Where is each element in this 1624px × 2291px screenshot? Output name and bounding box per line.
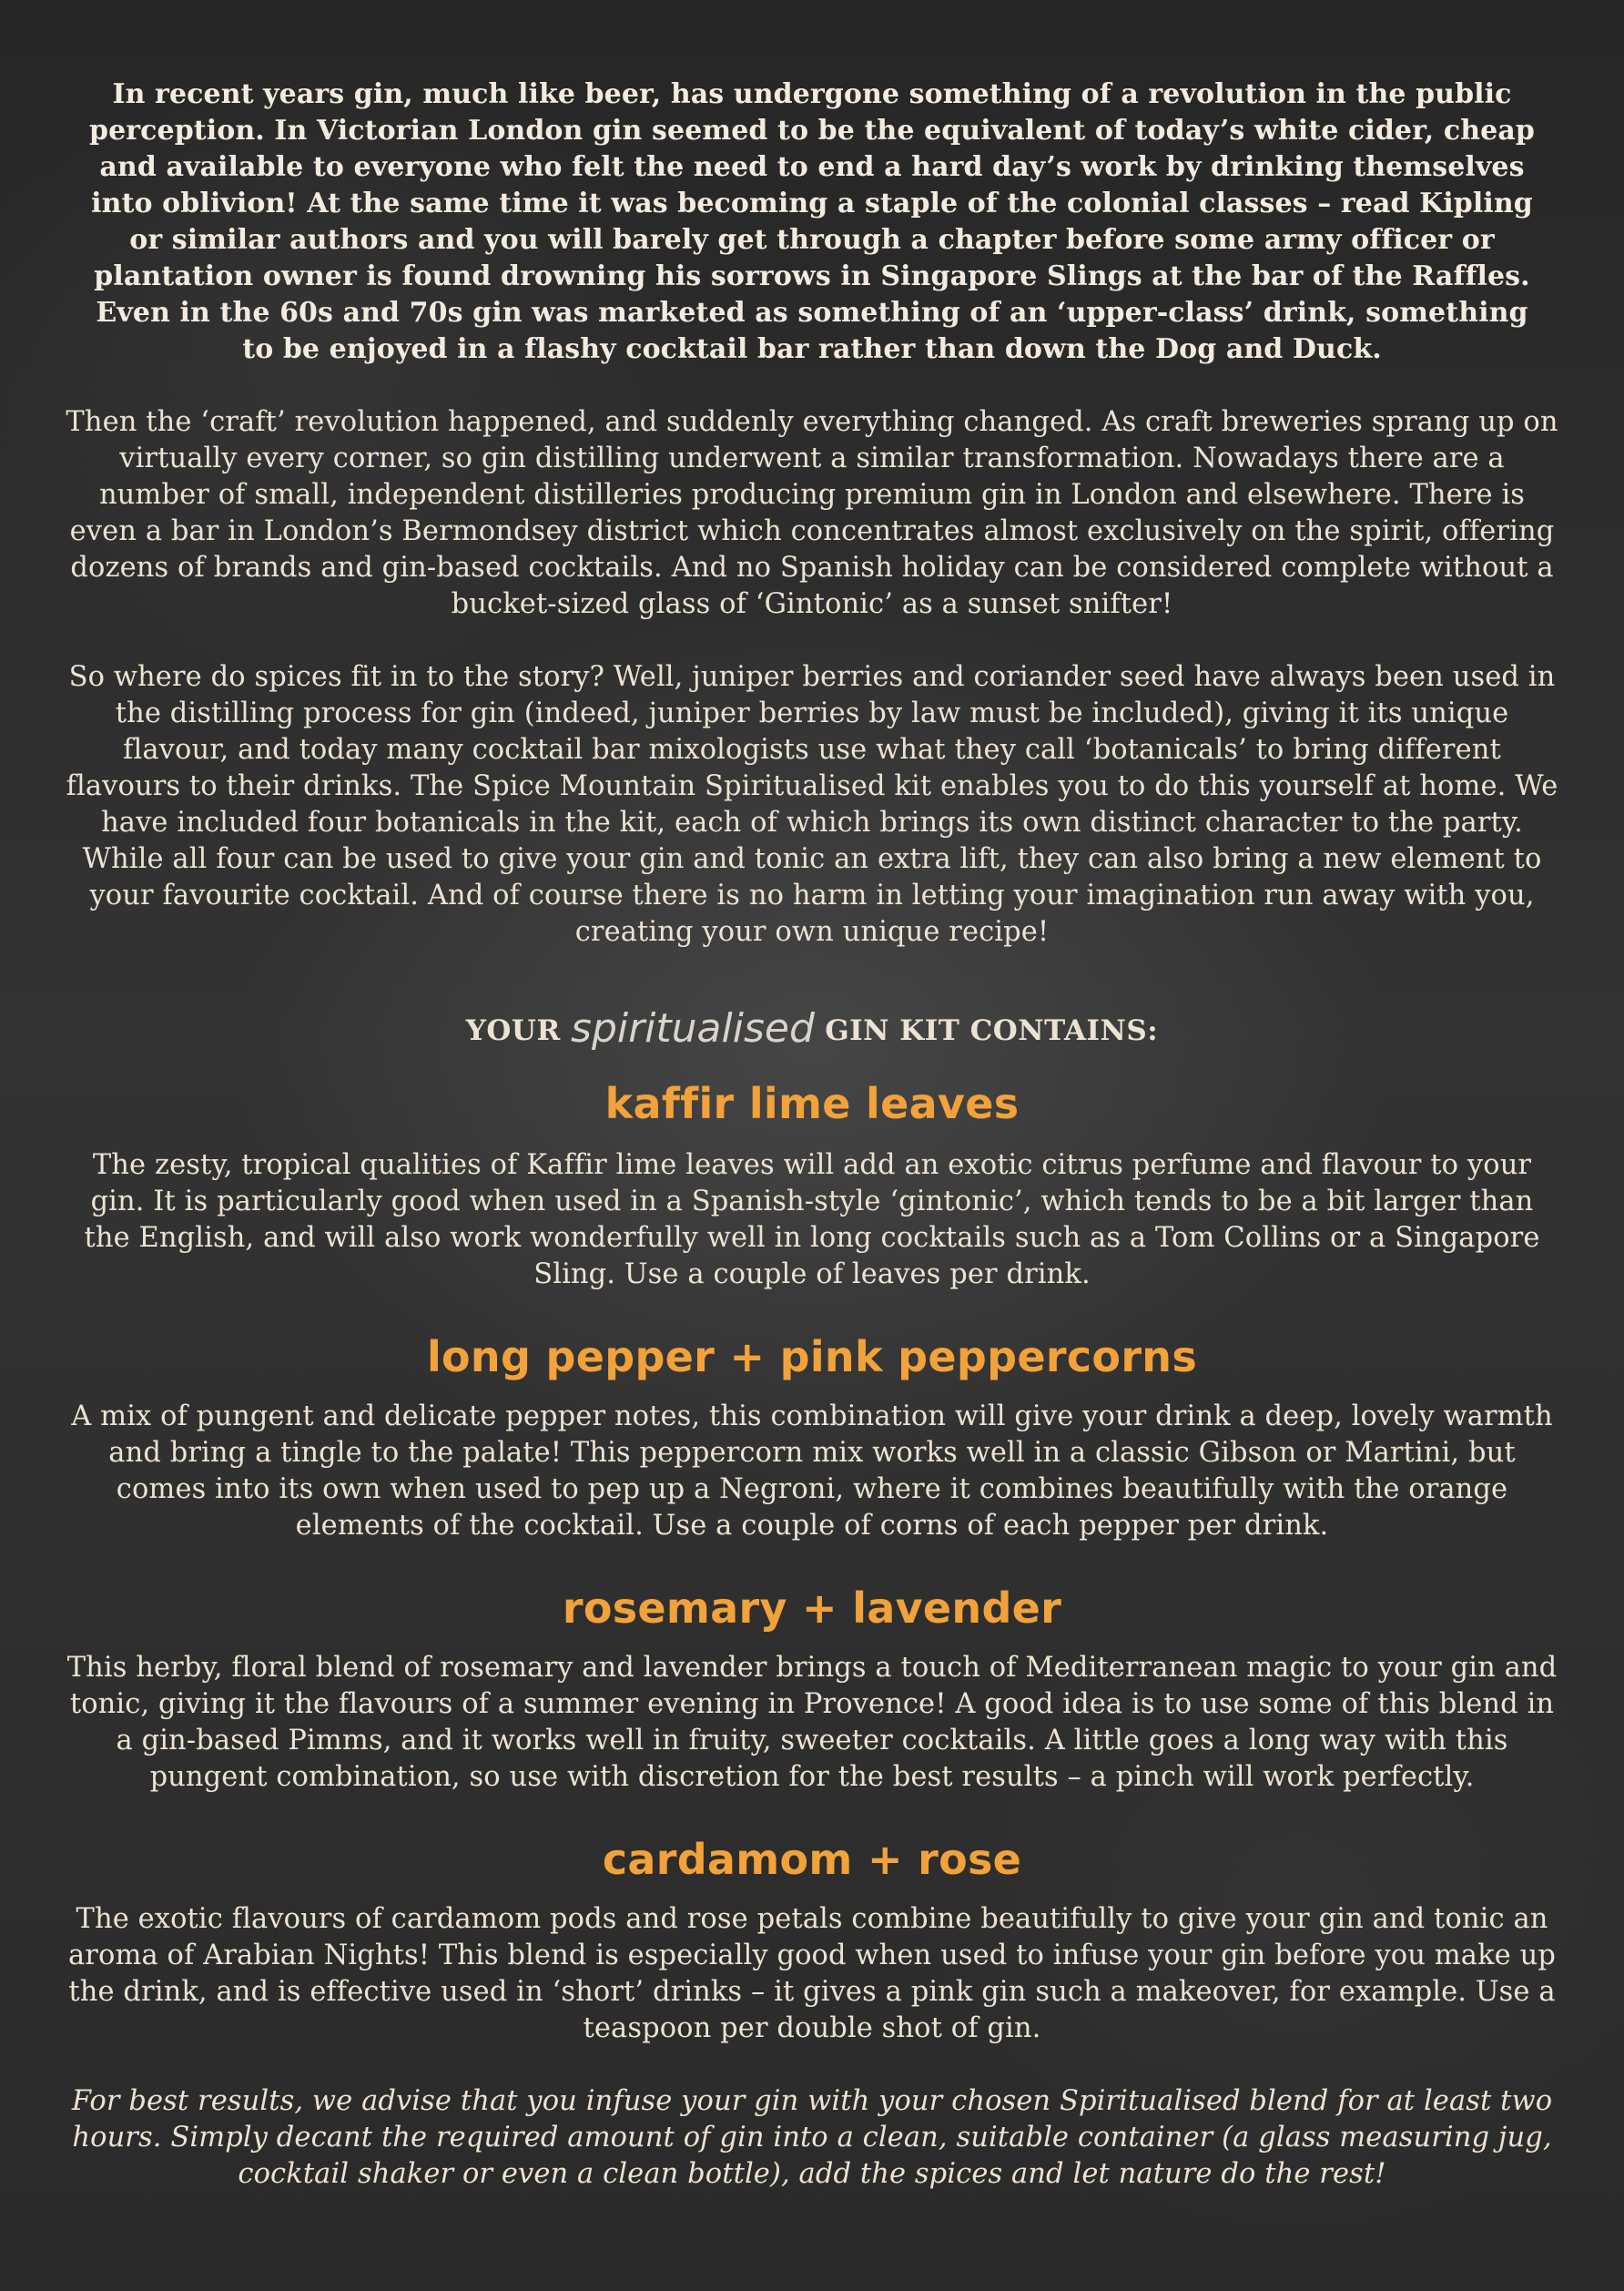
- craft-revolution-paragraph: Then the ‘craft’ revolution happened, and suddenly everything changed. As craft breweries sprang up on virtually every corner, so gin distilling underwent a similar transformation. Nowadays there are a number of small, independent distilleries producing premium gin in London and elsewhere. There is even a bar in London’s Bermondsey district which concentrates almost exclusively on the spirit, offering dozens of brands and gin-based cocktails. And no Spanish holiday can be considered complete without a bucket-sized glass of ‘Gintonic’ as a sunset snifter!: [66, 406, 1558, 620]
- spices-paragraph: So where do spices fit in to the story? Well, juniper berries and coriander seed have always been used in the distilling process for gin (indeed, juniper berries by law must be included), giving it its unique flavour, and today many cocktail bar mixologists use what they call ‘botanicals’ to bring different flavours to their drinks. The Spice Mountain Spiritualised kit enables you to do this yourself at home. We have included four botanicals in the kit, each of which brings its own distinct character to the party. While all four can be used to give your gin and tonic an extra lift, they can also bring a new element to your favourite cocktail. And of course there is no harm in letting your imagination run away with you, creating your own unique recipe!: [66, 661, 1558, 948]
- kit-contents-heading: [66, 1005, 1558, 1052]
- botanical-body-rosemary-lavender: This herby, floral blend of rosemary and lavender brings a touch of Mediterranean magic to your gin and tonic, giving it the flavours of a summer evening in Provence! A good idea is to use some of this blend in a gin-based Pimms, and it works well in fruity, sweeter cocktails. A little goes a long way with this pungent combination, so use with discretion for the best results – a pinch will work perfectly.: [66, 1652, 1558, 1793]
- botanical-body-kaffir-lime: The zesty, tropical qualities of Kaffir lime leaves will add an exotic citrus perfume and flavour to your gin. It is particularly good when used in a Spanish-style ‘gintonic’, which tends to be a bit larger than the English, and will also work wonderfully well in long cocktails such as a Tom Collins or a Singapore Sling. Use a couple of leaves per drink.: [84, 1149, 1540, 1290]
- kit-heading-suffix: GIN KIT CONTAINS:: [825, 1014, 1159, 1047]
- botanical-title-cardamom-rose: cardamom + rose: [602, 1835, 1022, 1884]
- intro-paragraph: In recent years gin, much like beer, has undergone something of a revolution in the public perception. In Victorian London gin seemed to be the equivalent of today’s white cider, cheap and available to everyone who felt the need to end a hard day’s work by drinking themselves into oblivion! At the same time it was becoming a staple of the colonial classes – read Kipling or similar authors and you will barely get through a chapter before some army officer or plantation owner is found drowning his sorrows in Singapore Slings at the bar of the Raffles. Even in the 60s and 70s gin was marketed as something of an ‘upper-class’ drink, something to be enjoyed in a flashy cocktail bar rather than down the Dog and Duck.: [89, 78, 1535, 365]
- kit-heading-brand: spiritualised: [571, 1005, 815, 1052]
- botanical-title-kaffir-lime: kaffir lime leaves: [604, 1079, 1020, 1128]
- botanical-title-rosemary-lavender: rosemary + lavender: [562, 1583, 1062, 1633]
- kit-heading-prefix: YOUR: [465, 1014, 561, 1047]
- botanical-body-cardamom-rose: The exotic flavours of cardamom pods and rose petals combine beautifully to give your gin and tonic an aroma of Arabian Nights! This blend is especially good when used to infuse your gin before you make up the drink, and is effective used in ‘short’ drinks – it gives a pink gin such a makeover, for example. Use a teaspoon per double shot of gin.: [68, 1903, 1556, 2044]
- botanical-body-pepper: A mix of pungent and delicate pepper notes, this combination will give your drink a deep, lovely warmth and bring a tingle to the palate! This peppercorn mix works well in a classic Gibson or Martini, but comes into its own when used to pep up a Negroni, where it combines beautifully with the orange elements of the cocktail. Use a couple of corns of each pepper per drink.: [71, 1400, 1553, 1542]
- botanical-title-pepper: long pepper + pink peppercorns: [426, 1332, 1198, 1381]
- infusion-note: For best results, we advise that you infuse your gin with your chosen Spiritualised blend for at least two hours. Simply decant the required amount of gin into a clean, suitable container (a glass measuring jug, cocktail shaker or even a clean bottle), add the spices and let nature do the rest!: [71, 2085, 1553, 2190]
